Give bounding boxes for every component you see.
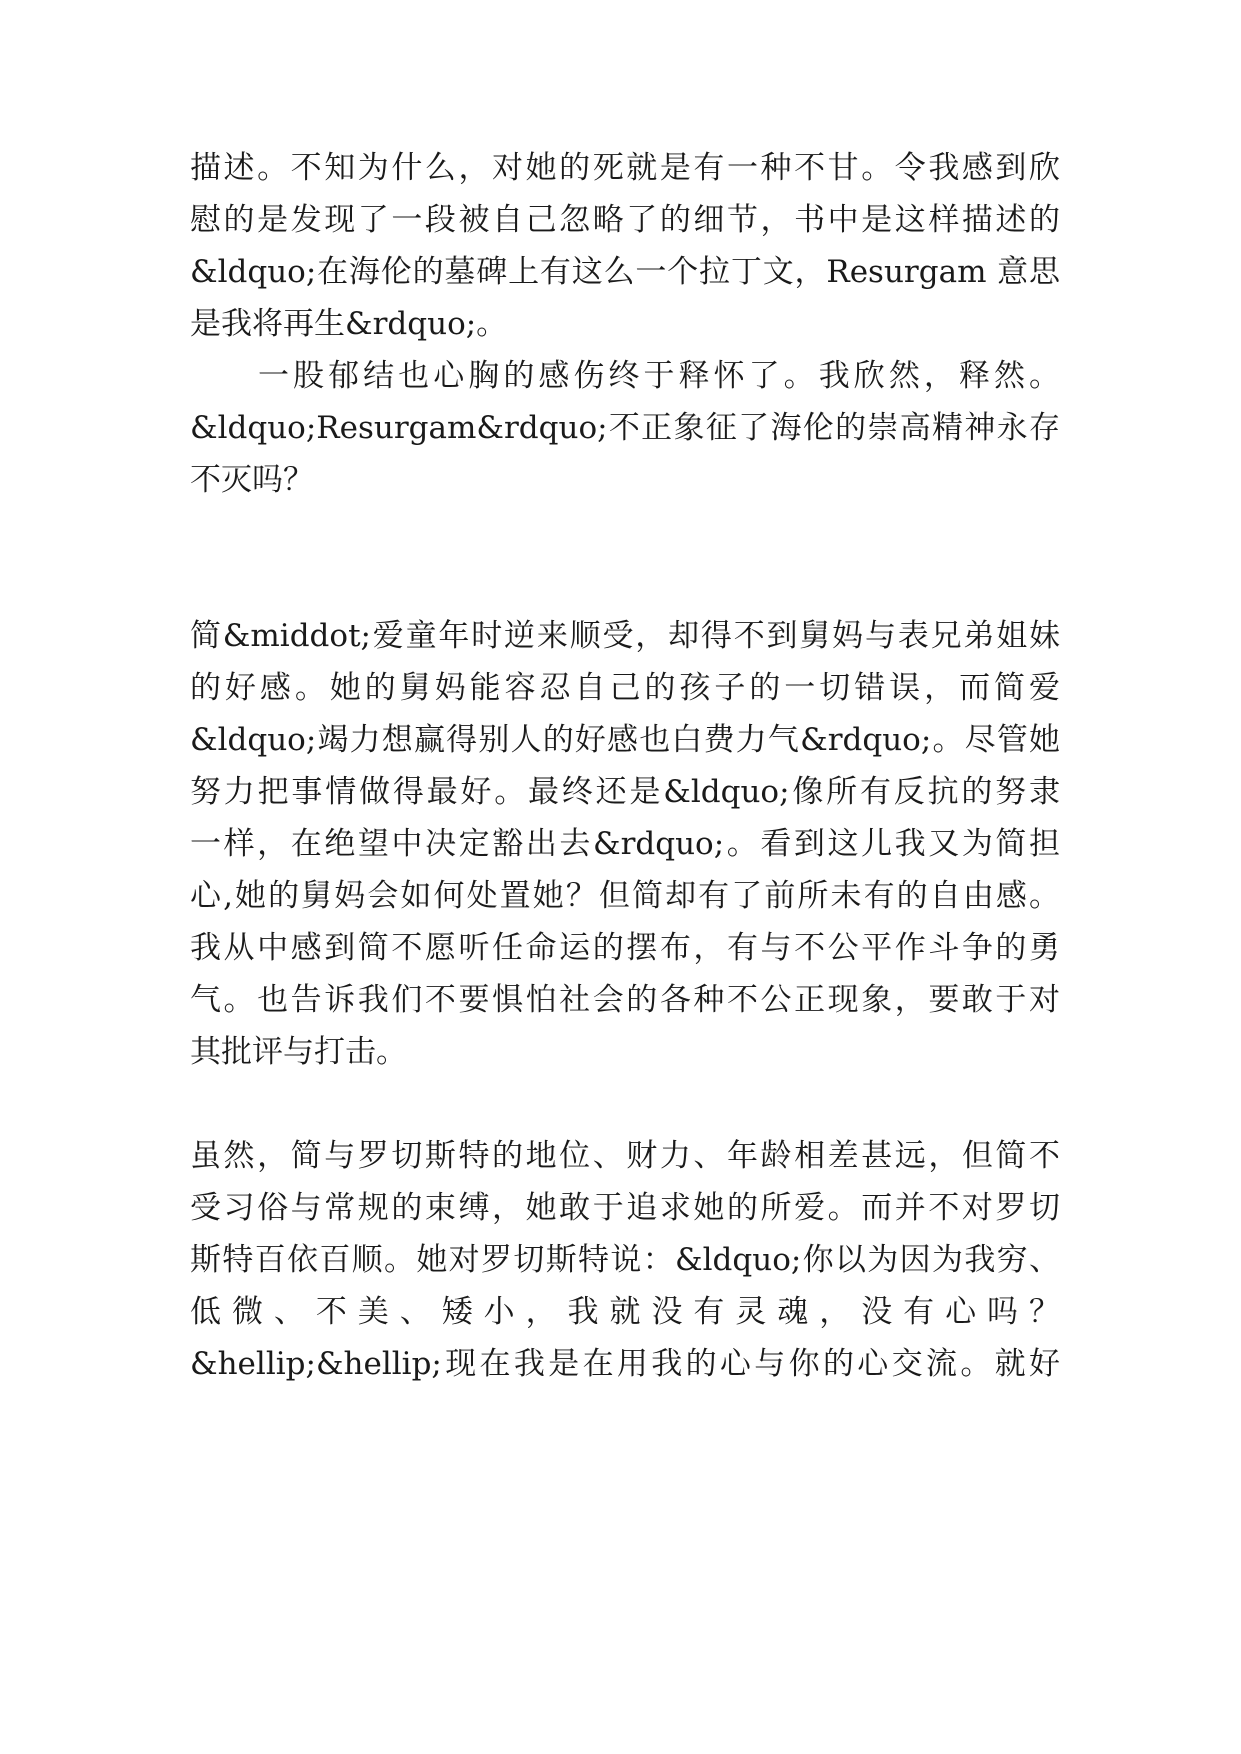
- paragraph-3-line-2: 的好感。她的舅妈能容忍自己的孩子的一切错误，而简爱: [190, 670, 1060, 706]
- paragraph-4-line-4: 低微、不美、矮小，我就没有灵魂，没有心吗？: [190, 1294, 1060, 1330]
- paragraph-1-line-1: 描述。不知为什么，对她的死就是有一种不甘。令我感到欣: [190, 150, 1060, 186]
- paragraph-3-line-3: &ldquo;竭力想赢得别人的好感也白费力气&rdquo;。尽管她: [190, 722, 1060, 758]
- paragraph-4-line-2: 受习俗与常规的束缚，她敢于追求她的所爱。而并不对罗切: [190, 1190, 1060, 1226]
- paragraph-3-line-8: 气。也告诉我们不要惧怕社会的各种不公正现象，要敢于对: [190, 982, 1060, 1018]
- paragraph-3-line-7: 我从中感到简不愿听任命运的摆布，有与不公平作斗争的勇: [190, 930, 1060, 966]
- paragraph-3-line-6: 心,她的舅妈会如何处置她？但简却有了前所未有的自由感。: [190, 878, 1060, 914]
- paragraph-3-line-5: 一样，在绝望中决定豁出去&rdquo;。看到这儿我又为简担: [190, 826, 1060, 862]
- paragraph-3-line-9: 其批评与打击。: [190, 1034, 407, 1070]
- paragraph-1-line-4: 是我将再生&rdquo;。: [190, 306, 508, 342]
- paragraph-1-line-2: 慰的是发现了一段被自己忽略了的细节，书中是这样描述的: [190, 202, 1060, 238]
- paragraph-3-line-1: 简&middot;爱童年时逆来顺受，却得不到舅妈与表兄弟姐妹: [190, 618, 1060, 654]
- paragraph-3-line-4: 努力把事情做得最好。最终还是&ldquo;像所有反抗的努隶: [190, 774, 1060, 810]
- paragraph-2-line-1: 一股郁结也心胸的感伤终于释怀了。我欣然，释然。: [258, 358, 1060, 394]
- paragraph-1-line-3: &ldquo;在海伦的墓碑上有这么一个拉丁文，Resurgam 意思: [190, 254, 1060, 290]
- paragraph-4-line-3: 斯特百依百顺。她对罗切斯特说：&ldquo;你以为因为我穷、: [190, 1242, 1060, 1278]
- paragraph-2-line-2: &ldquo;Resurgam&rdquo;不正象征了海伦的崇高精神永存: [190, 410, 1060, 446]
- paragraph-2-line-3: 不灭吗？: [190, 462, 314, 498]
- paragraph-4-line-5: &hellip;&hellip;现在我是在用我的心与你的心交流。就好: [190, 1346, 1060, 1382]
- paragraph-4-line-1: 虽然，简与罗切斯特的地位、财力、年龄相差甚远，但简不: [190, 1138, 1060, 1174]
